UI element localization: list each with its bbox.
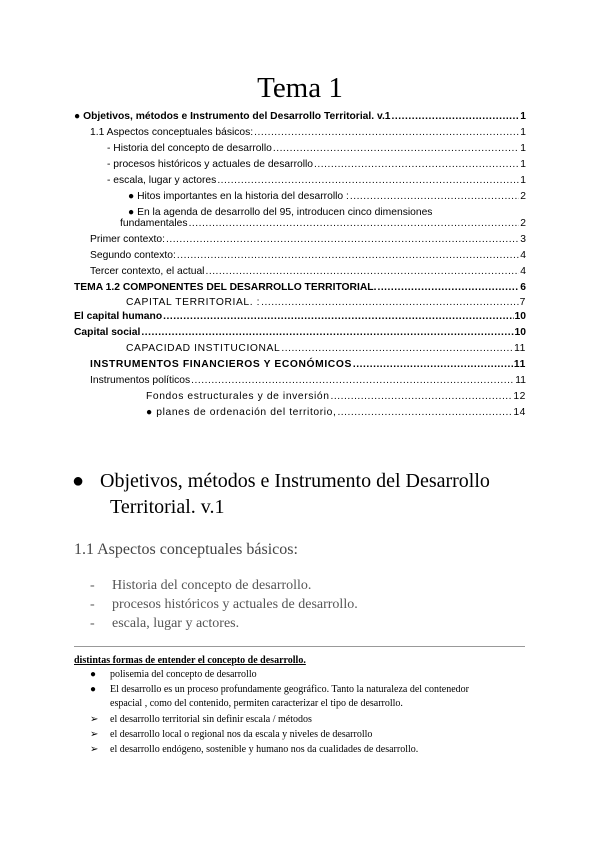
bullet-icon: ●: [72, 470, 85, 492]
list-item-text: el desarrollo local o regional nos da escala y niveles de desarrollo: [110, 729, 373, 740]
list-item-text: polisemia del concepto de desarrollo: [110, 669, 257, 680]
list-item: - escala, lugar y actores.: [90, 616, 240, 631]
list-item-text: el desarrollo territorial sin definir escala / métodos: [110, 714, 312, 725]
leader-dots: [254, 127, 519, 138]
leader-dots: [191, 375, 514, 386]
toc-entry-text: Capital social: [74, 327, 141, 338]
toc-entry[interactable]: [107, 175, 526, 186]
list-item-text: procesos históricos y actuales de desarrollo.: [112, 597, 358, 612]
list-item: [90, 684, 469, 695]
toc-entry[interactable]: [128, 191, 526, 202]
toc-entry[interactable]: [146, 391, 526, 402]
subsection-heading: 1.1 Aspectos conceptuales básicos:: [74, 541, 298, 558]
toc-entry-text: TEMA 1.2 COMPONENTES DEL DESARROLLO TERRITORIAL.: [74, 282, 377, 293]
toc-entry[interactable]: [90, 375, 526, 386]
bullet-icon: ●: [90, 669, 97, 680]
toc-entry[interactable]: [90, 127, 526, 138]
toc-entry[interactable]: [126, 297, 526, 308]
leader-dots: [337, 407, 512, 418]
list-item-text: espacial , como del contenido, permiten caracterizar el tipo de desarrollo.: [110, 698, 403, 709]
leader-dots: [392, 111, 520, 122]
toc-entry[interactable]: [74, 311, 526, 322]
leader-dots: [314, 159, 519, 170]
list-item: - procesos históricos y actuales de desarrollo.: [90, 597, 358, 612]
toc-page-number: 6: [520, 282, 526, 293]
toc-entry-text: INSTRUMENTOS FINANCIEROS Y ECONÓMICOS: [90, 359, 352, 370]
toc-entry-text: - Historia del concepto de desarrollo: [107, 143, 272, 154]
leader-dots: [163, 311, 513, 322]
toc-page-number: 1: [520, 127, 526, 138]
list-item: - Historia del concepto de desarrollo.: [90, 578, 312, 593]
leader-dots: [177, 250, 519, 261]
list-item: [90, 729, 373, 740]
leader-dots: [205, 266, 519, 277]
toc-page-number: 2: [520, 191, 526, 202]
toc-entry[interactable]: [90, 266, 526, 277]
horizontal-divider: [74, 646, 525, 647]
toc-entry-text: Primer contexto:: [90, 234, 165, 245]
toc-entry-text: 1.1 Aspectos conceptuales básicos:: [90, 127, 254, 138]
toc-page-number: 14: [513, 407, 526, 418]
section-heading-line: Objetivos, métodos e Instrumento del Desarrollo: [100, 470, 490, 492]
toc-page-number: 1: [520, 175, 526, 186]
toc-entry-text: ● planes de ordenación del territorio,: [146, 407, 337, 418]
toc-entry[interactable]: [74, 327, 526, 338]
toc-entry[interactable]: [74, 282, 526, 293]
toc-entry-text: Tercer contexto, el actual: [90, 266, 205, 277]
leader-dots: [350, 191, 519, 202]
toc-entry[interactable]: [107, 143, 526, 154]
leader-dots: [281, 343, 513, 354]
toc-entry-text: CAPITAL TERRITORIAL. :: [126, 297, 261, 308]
arrow-bullet-icon: ➢: [90, 714, 99, 725]
list-item: [90, 714, 312, 725]
list-item-text: el desarrollo endógeno, sostenible y humano nos da cualidades de desarrollo.: [110, 744, 419, 755]
toc-page-number: 11: [515, 375, 526, 386]
toc-page-number: 7: [519, 297, 526, 308]
leader-dots: [331, 391, 513, 402]
toc-page-number: 2: [520, 218, 526, 229]
toc-entry-text: CAPACIDAD INSTITUCIONAL: [126, 343, 281, 354]
leader-dots: [353, 359, 513, 370]
toc-entry-text: ● En la agenda de desarrollo del 95, introducen cinco dimensiones: [128, 207, 433, 218]
toc-entry[interactable]: [90, 250, 526, 261]
document-title: Tema 1: [257, 72, 343, 104]
leader-dots: [261, 297, 519, 308]
toc-entry[interactable]: [90, 234, 526, 245]
section-heading-line: Territorial. v.1: [110, 496, 225, 518]
toc-entry[interactable]: [90, 359, 526, 370]
arrow-bullet-icon: ➢: [90, 744, 99, 755]
arrow-bullet-icon: ➢: [90, 729, 99, 740]
toc-page-number: 10: [514, 327, 526, 338]
leader-dots: [166, 234, 519, 245]
toc-page-number: 1: [520, 111, 526, 122]
list-item-text: Historia del concepto de desarrollo.: [112, 578, 312, 593]
list-item-text: escala, lugar y actores.: [112, 616, 240, 631]
toc-page-number: 11: [513, 359, 526, 370]
leader-dots: [273, 143, 519, 154]
toc-entry-text: - procesos históricos y actuales de desarrollo: [107, 159, 314, 170]
toc-page-number: 11: [514, 343, 526, 354]
bullet-icon: ●: [90, 684, 97, 695]
toc-page-number: 10: [514, 311, 526, 322]
list-item: [90, 744, 419, 755]
toc-entry-text: Instrumentos políticos: [90, 375, 191, 386]
toc-entry[interactable]: [120, 218, 526, 229]
toc-entry[interactable]: [74, 111, 526, 122]
leader-dots: [141, 327, 513, 338]
toc-page-number: 4: [520, 266, 526, 277]
toc-entry-text: fundamentales: [120, 218, 188, 229]
toc-page-number: 3: [520, 234, 526, 245]
toc-page-number: 12: [513, 391, 526, 402]
toc-entry-text: Segundo contexto:: [90, 250, 176, 261]
leader-dots: [189, 218, 520, 229]
leader-dots: [377, 282, 519, 293]
toc-page-number: 1: [520, 159, 526, 170]
leader-dots: [217, 175, 519, 186]
toc-entry[interactable]: [126, 343, 526, 354]
toc-entry[interactable]: [146, 407, 526, 418]
list-item-text: El desarrollo es un proceso profundamente geográfico. Tanto la naturaleza del contenedor: [110, 684, 469, 695]
toc-page-number: 4: [520, 250, 526, 261]
toc-entry-text: ● Objetivos, métodos e Instrumento del Desarrollo Territorial. v.1: [74, 111, 391, 122]
section-heading: [72, 468, 490, 520]
toc-entry-text: Fondos estructurales y de inversión: [146, 391, 330, 402]
toc-entry-text: El capital humano: [74, 311, 163, 322]
underlined-subheading: distintas formas de entender el concepto de desarrollo.: [74, 655, 306, 666]
list-item: [90, 669, 257, 680]
toc-entry-text: - escala, lugar y actores: [107, 175, 217, 186]
toc-page-number: 1: [520, 143, 526, 154]
toc-entry[interactable]: [107, 159, 526, 170]
toc-entry-text: ● Hitos importantes en la historia del desarrollo :: [128, 191, 349, 202]
